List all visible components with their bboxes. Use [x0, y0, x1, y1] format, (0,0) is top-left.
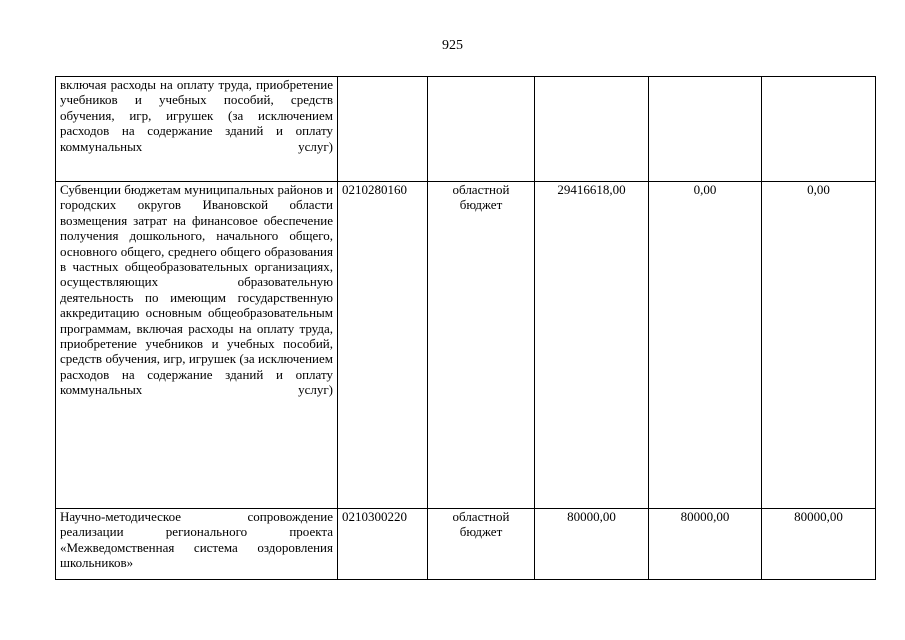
page-number: 925 [442, 38, 463, 53]
amount-year3-cell [762, 77, 876, 182]
description-cell: Научно-методическое сопровождение реализации регионального проекта «Межведомственная система оздоровления школьников» [56, 509, 338, 580]
source-cell: областной бюджет [428, 509, 535, 580]
amount-year1-cell: 29416618,00 [535, 182, 649, 509]
source-cell: областной бюджет [428, 182, 535, 509]
amount-year1-cell: 80000,00 [535, 509, 649, 580]
amount-year1-cell [535, 77, 649, 182]
amount-year2-cell [649, 77, 762, 182]
amount-year2-cell: 0,00 [649, 182, 762, 509]
code-cell [338, 77, 428, 182]
code-cell: 0210280160 [338, 182, 428, 509]
amount-year2-cell: 80000,00 [649, 509, 762, 580]
description-cell: Субвенции бюджетам муниципальных районов и городских округов Ивановской области возмещения затрат на финансовое обеспечение получения дошкольного, начального общего, основного общего, среднего общего образования в частных общеобразовательных организациях, осуществляющих образовательную деятельность по имеющим государственную аккредитацию основным общеобразовательным программам, включая расходы на оплату труда, приобретение учебников и учебных пособий, средств обучения, игр, игрушек (за исключением расходов на содержание зданий и оплату коммунальных услуг) [56, 182, 338, 509]
table-row [56, 509, 876, 580]
code-cell: 0210300220 [338, 509, 428, 580]
table-row [56, 77, 876, 182]
description-cell: включая расходы на оплату труда, приобретение учебников и учебных пособий, средств обучения, игр, игрушек (за исключением расходов на содержание зданий и оплату коммунальных услуг) [56, 77, 338, 182]
budget-table [55, 76, 876, 580]
table-row [56, 182, 876, 509]
amount-year3-cell: 80000,00 [762, 509, 876, 580]
amount-year3-cell: 0,00 [762, 182, 876, 509]
source-cell [428, 77, 535, 182]
